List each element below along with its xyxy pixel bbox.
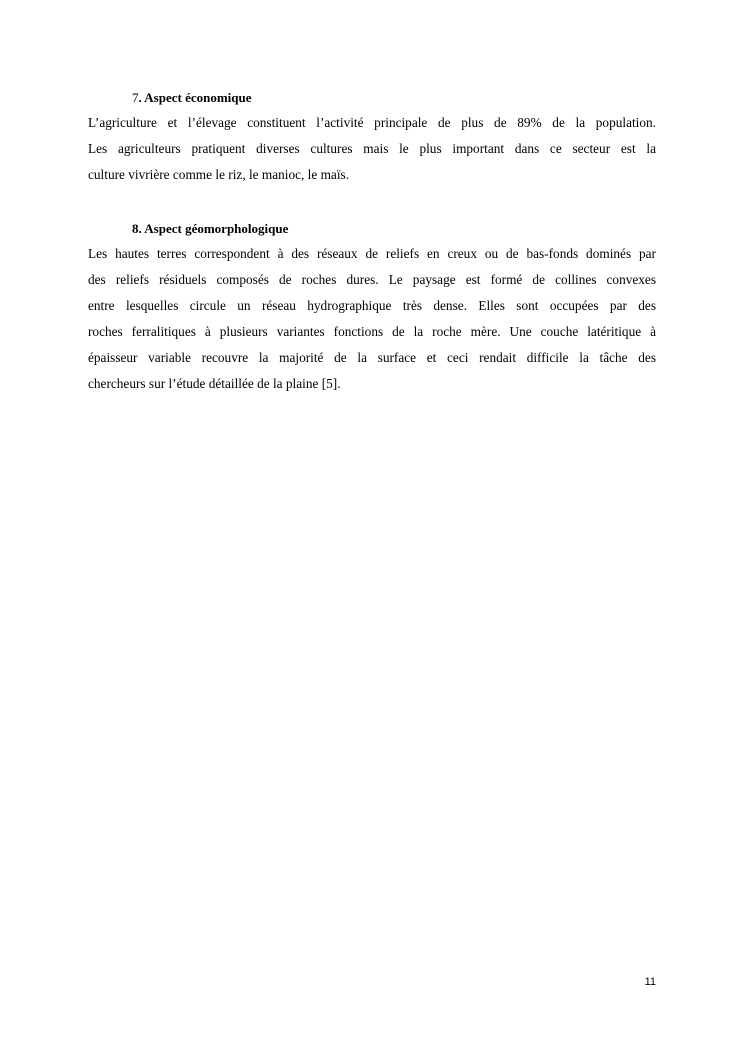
section-heading-number: 8 [132, 221, 139, 236]
paragraph-line: Les agriculteurs pratiquent diverses cultures mais le plus important dans ce secteur est la [88, 141, 656, 156]
section-paragraph [88, 241, 656, 397]
section-heading [132, 89, 656, 107]
page-number: 11 [644, 976, 656, 988]
section-heading-number: 7 [132, 90, 139, 105]
paragraph-line: culture vivrière comme le riz, le manioc, le maïs. [88, 167, 350, 182]
paragraph-line: chercheurs sur l’étude détaillée de la plaine [5]. [88, 376, 341, 391]
section-aspect-geomorphologique [88, 220, 656, 397]
section-heading-title: . Aspect géomorphologique [138, 221, 289, 236]
section-heading [132, 220, 656, 238]
paragraph-line: L’agriculture et l’élevage constituent l’activité principale de plus de 89% de la population. [88, 115, 656, 130]
paragraph-line: épaisseur variable recouvre la majorité de la surface et ceci rendait difficile la tâche des [88, 350, 656, 365]
paragraph-line: roches ferralitiques à plusieurs variantes fonctions de la roche mère. Une couche latéritique à [88, 324, 656, 339]
section-aspect-economique [88, 89, 656, 188]
paragraph-line: Les hautes terres correspondent à des réseaux de reliefs en creux ou de bas-fonds dominés par [88, 246, 656, 261]
section-paragraph [88, 110, 656, 188]
paragraph-line: des reliefs résiduels composés de roches dures. Le paysage est formé de collines convexes [88, 272, 656, 287]
section-heading-title: . Aspect économique [138, 90, 252, 105]
paragraph-line: entre lesquelles circule un réseau hydrographique très dense. Elles sont occupées par des [88, 298, 656, 313]
